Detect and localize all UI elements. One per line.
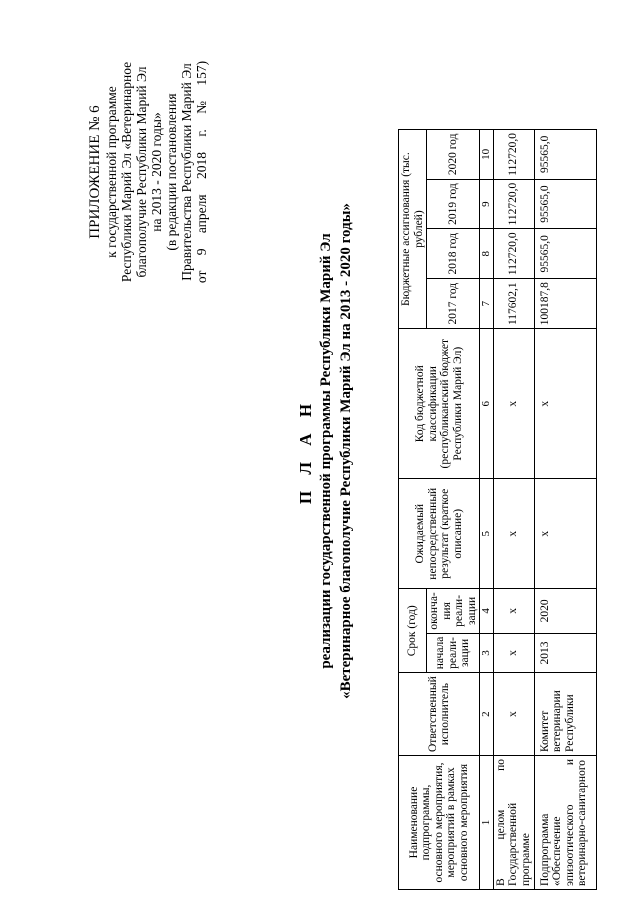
- plan-subtitle: реализации государственной программы Республики Марий Эл: [318, 233, 334, 669]
- appendix-line: от 9 апреля 2018 г. № 157): [194, 60, 209, 284]
- plan-table: [398, 129, 597, 890]
- appendix-line: Правительства Республики Марий Эл: [179, 63, 194, 281]
- row-start: 2013: [534, 633, 596, 673]
- row-end: 2020: [534, 589, 596, 633]
- header-name: Наименование подпрограммы, основного мероприятия, мероприятий в рамках основного мероприятия: [399, 756, 480, 890]
- header-result: Ожидаемый непосредственный результат (краткое описание): [399, 479, 480, 589]
- row-result: х: [493, 479, 534, 589]
- table-row-total: [493, 130, 534, 890]
- row-value-2018: 112720,0: [493, 229, 534, 279]
- header-term: Срок (год): [399, 589, 427, 673]
- appendix-title: ПРИЛОЖЕНИЕ № 6: [87, 105, 103, 239]
- row-value-2017: 100187,8: [534, 279, 596, 329]
- header-year-2017: 2017 год: [427, 279, 480, 329]
- header-year-2018: 2018 год: [427, 229, 480, 279]
- column-number: 4: [480, 589, 494, 633]
- column-number: 10: [480, 130, 494, 180]
- header-year-2020: 2020 год: [427, 130, 480, 180]
- header-term-start: начала реали-зации: [427, 633, 480, 673]
- header-executor: Ответственный исполнитель: [399, 673, 480, 756]
- row-value-2020: 112720,0: [493, 130, 534, 180]
- table-row-subprogram: [534, 130, 596, 890]
- header-year-2019: 2019 год: [427, 179, 480, 229]
- row-value-2017: 117602,1: [493, 279, 534, 329]
- row-code: х: [534, 329, 596, 479]
- row-value-2018: 95565,0: [534, 229, 596, 279]
- column-number: 5: [480, 479, 494, 589]
- appendix-line: Республики Марий Эл «Ветеринарное: [119, 61, 134, 283]
- row-name: Подпрограмма «Обеспечение эпизоотического и ветеринарно-санитарного: [534, 756, 596, 890]
- row-name: В целом по Государственной программе: [493, 756, 534, 890]
- row-value-2019: 95565,0: [534, 179, 596, 229]
- column-number-row: [480, 130, 494, 890]
- row-result: х: [534, 479, 596, 589]
- row-executor: х: [493, 673, 534, 756]
- appendix-line: к государственной программе: [104, 86, 119, 258]
- row-value-2020: 95565,0: [534, 130, 596, 180]
- appendix-block: [88, 22, 209, 322]
- row-code: х: [493, 329, 534, 479]
- column-number: 6: [480, 329, 494, 479]
- plan-subtitle-program: «Ветеринарное благополучие Республики Марий Эл на 2013 - 2020 годы»: [338, 203, 354, 699]
- row-end: х: [493, 589, 534, 633]
- header-term-end: оконча-ния реали-зации: [427, 589, 480, 633]
- appendix-line: благополучие Республики Марий Эл: [134, 66, 149, 278]
- appendix-line: (в редакции постановления: [164, 93, 179, 251]
- row-executor: Комитет ветеринарии Республики: [534, 673, 596, 756]
- plan-heading: П Л А Н: [296, 397, 315, 505]
- row-value-2019: 112720,0: [493, 179, 534, 229]
- column-number: 8: [480, 229, 494, 279]
- column-number: 2: [480, 673, 494, 756]
- column-number: 3: [480, 633, 494, 673]
- appendix-line: на 2013 - 2020 годы»: [149, 112, 164, 232]
- column-number: 1: [480, 756, 494, 890]
- column-number: 7: [480, 279, 494, 329]
- header-budget: Бюджетные ассигнования (тыс. рублей): [399, 130, 427, 329]
- header-code: Код бюджетной классификации (республиканский бюджет Республики Марий Эл): [399, 329, 480, 479]
- column-number: 9: [480, 179, 494, 229]
- row-start: х: [493, 633, 534, 673]
